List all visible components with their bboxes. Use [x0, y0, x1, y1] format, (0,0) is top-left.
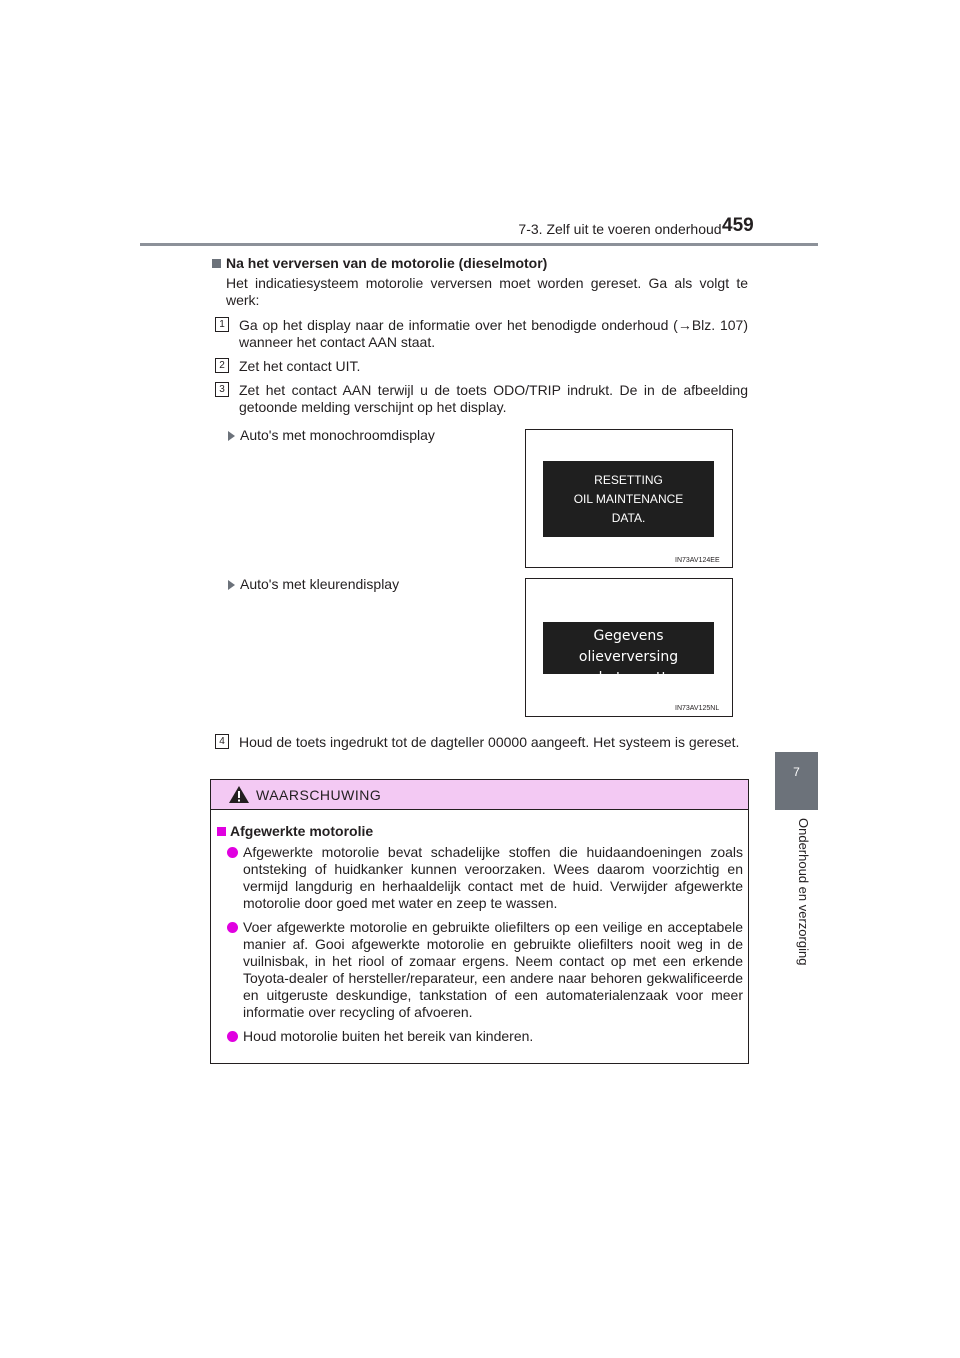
square-bullet-icon	[217, 827, 226, 836]
step-number-box: 4	[215, 734, 229, 749]
image-code: IN73AV124EE	[675, 557, 720, 564]
main-content	[212, 255, 748, 416]
step-2	[212, 358, 748, 375]
step-text: Houd de toets ingedrukt tot de dagteller 00000 aangeeft. Het systeem is gereset.	[239, 734, 740, 750]
step-text: Ga op het display naar de informatie over het benodigde onderhoud (→Blz. 107) wanneer het contact AAN staat.	[239, 317, 748, 350]
image-code: IN73AV125NL	[675, 705, 720, 712]
case-monochrome-label: Auto's met monochroomdisplay	[228, 427, 435, 443]
arrow-right-icon	[228, 431, 235, 441]
warning-bullet: Houd motorolie buiten het bereik van kinderen.	[217, 1028, 743, 1045]
square-bullet-icon	[212, 259, 221, 268]
bullet-dot-icon	[227, 922, 238, 933]
warning-header	[211, 780, 748, 810]
step-4	[212, 734, 748, 751]
warning-bullet: Voer afgewerkte motorolie en gebruikte oliefilters op een veilige en acceptabele manier af. Gooi afgewerkte motorolie en gebruikte oliefilters nooit weg in de vuilnisbak, in het riool of zomaar ergens. Neem contact op met een erkende Toyota-dealer of hersteller/reparateur, een andere naar behoren gekwalificeerde en uitgeruste deskundige, tankstation of een automaterialenzaak voor meer informatie over recycling of afvoeren.	[217, 919, 743, 1021]
step-number-box: 3	[215, 382, 229, 397]
chapter-label: Onderhoud en verzorging	[796, 818, 811, 966]
display-image-color	[525, 578, 733, 717]
warning-box	[210, 779, 749, 1064]
display-image-monochrome	[525, 429, 733, 568]
step-number-box: 1	[215, 317, 229, 332]
bullet-dot-icon	[227, 1031, 238, 1042]
display-screen: RESETTING OIL MAINTENANCE DATA.	[543, 461, 714, 537]
warning-body	[217, 823, 743, 1052]
step-text: Zet het contact AAN terwijl u de toets ODO/TRIP indrukt. De in de afbeelding getoonde melding verschijnt op het display.	[239, 382, 748, 415]
warning-bullet: Afgewerkte motorolie bevat schadelijke stoffen die huidaandoeningen zoals ontsteking of huidkanker kunnen veroorzaken. Wees daarom voorzichtig en vermijd langdurig en herhaaldelijk contact met de huid. Verwijder afgewerkte motorolie door goed met water en zeep te wassen.	[217, 844, 743, 912]
chapter-tab: 7	[775, 752, 818, 810]
step-3	[212, 382, 748, 416]
warning-title: WAARSCHUWING	[256, 787, 382, 803]
step-text: Zet het contact UIT.	[239, 358, 361, 374]
header-rule	[140, 243, 818, 246]
step-4-container	[212, 734, 748, 751]
bullet-dot-icon	[227, 847, 238, 858]
page-number: 459	[722, 215, 754, 236]
section-heading: Na het verversen van de motorolie (dieselmotor)	[212, 255, 748, 272]
section-title: 7-3. Zelf uit te voeren onderhoud	[518, 221, 722, 237]
warning-heading: Afgewerkte motorolie	[217, 823, 743, 840]
step-1	[212, 317, 748, 351]
intro-text: Het indicatiesysteem motorolie verversen moet worden gereset. Ga als volgt te werk:	[226, 275, 748, 308]
display-screen: Gegevens olieverversing aan het resetten.	[543, 622, 714, 674]
case-color-label: Auto's met kleurendisplay	[228, 576, 399, 592]
warning-triangle-icon	[228, 785, 250, 804]
step-number-box: 2	[215, 358, 229, 373]
arrow-right-icon	[228, 580, 235, 590]
